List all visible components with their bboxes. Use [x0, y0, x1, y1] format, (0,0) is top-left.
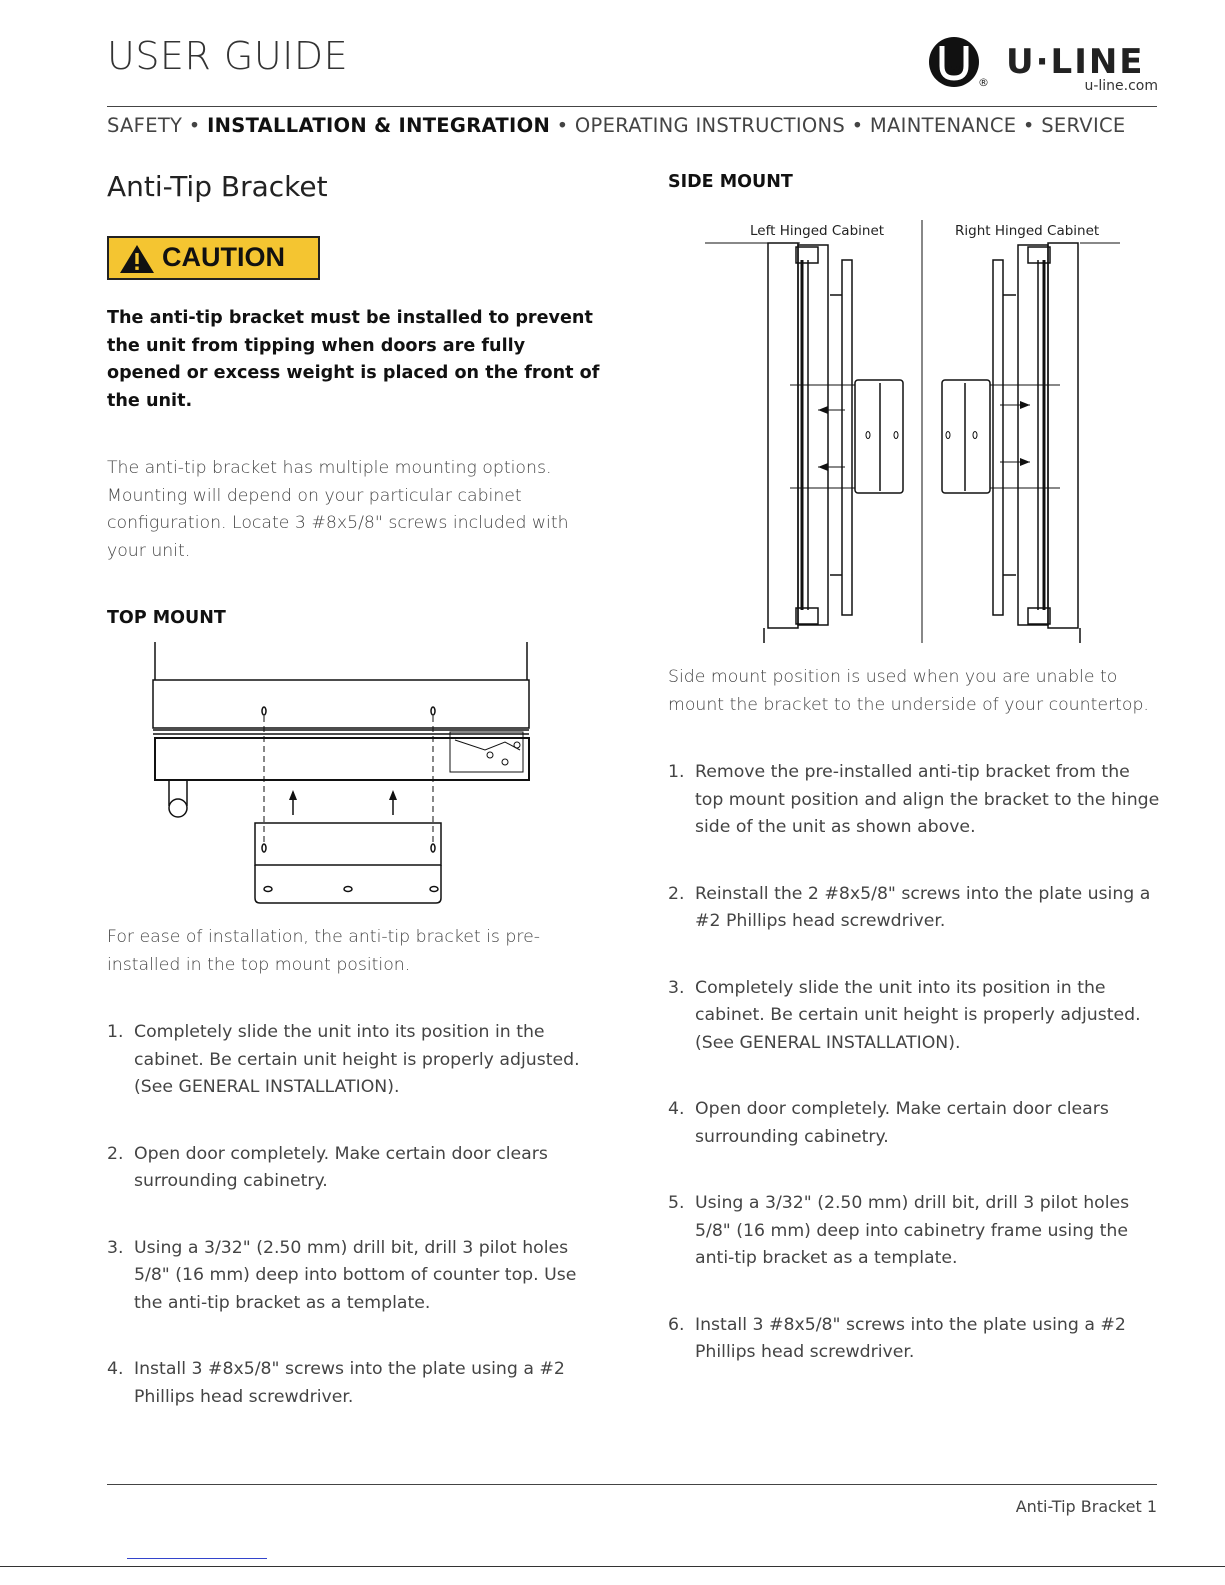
section-title: Anti-Tip Bracket	[107, 170, 328, 203]
top-mount-steps	[107, 1019, 602, 1450]
list-item: 4. Install 3 #8x5/8" screws into the plate using a #2 Phillips head screwdriver.	[107, 1359, 565, 1407]
list-item: 1. Completely slide the unit into its position in the cabinet. Be certain unit height is properly adjusted. (See GENERAL INSTALLATION).	[107, 1022, 580, 1097]
left-hinged-label: Left Hinged Cabinet	[750, 223, 885, 239]
caution-badge	[107, 236, 320, 280]
list-item: 6. Install 3 #8x5/8" screws into the plate using a #2 Phillips head screwdriver.	[668, 1314, 1126, 1362]
top-mount-diagram	[145, 640, 545, 910]
list-item: 2. Open door completely. Make certain door clears surrounding cabinetry.	[107, 1143, 548, 1191]
nav-item-operating[interactable]: OPERATING INSTRUCTIONS	[574, 114, 846, 137]
list-item: 1. Remove the pre-installed anti-tip bracket from the top mount position and align the bracket to the hinge side of the unit as shown above.	[668, 762, 1160, 837]
nav-item-maintenance[interactable]: MAINTENANCE	[869, 114, 1017, 137]
side-mount-description: Side mount position is used when you are unable to mount the bracket to the underside of your countertop.	[668, 667, 1149, 715]
page-bottom-rule	[0, 1566, 1225, 1567]
nav-separator: •	[1022, 114, 1035, 137]
footer-divider	[107, 1484, 1157, 1485]
list-item: 3. Using a 3/32" (2.50 mm) drill bit, drill 3 pilot holes 5/8" (16 mm) deep into bottom of counter top. Use the anti-tip bracket as a template.	[107, 1237, 577, 1313]
warning-text: The anti-tip bracket must be installed to prevent the unit from tipping when doors are fully opened or excess weight is placed on the front of the unit.	[107, 308, 600, 411]
top-mount-heading: TOP MOUNT	[107, 608, 226, 628]
nav-separator: •	[851, 114, 864, 137]
page-footer-label: Anti-Tip Bracket 1	[1015, 1497, 1157, 1516]
side-mount-steps	[668, 759, 1163, 1406]
intro-paragraph: The anti-tip bracket has multiple mounting options. Mounting will depend on your particular cabinet configuration. Locate 3 #8x5/8" screws included with your unit.	[107, 458, 569, 561]
header-divider	[107, 106, 1157, 107]
nav-separator: •	[188, 114, 201, 137]
caution-label: CAUTION	[162, 242, 285, 272]
nav-separator: •	[556, 114, 569, 137]
list-item: 3. Completely slide the unit into its position in the cabinet. Be certain unit height is properly adjusted. (See GENERAL INSTALLATION).	[668, 977, 1141, 1053]
top-mount-description: For ease of installation, the anti-tip bracket is pre-installed in the top mount position.	[107, 927, 540, 975]
guide-title: USER GUIDE	[107, 34, 349, 78]
list-item: 5. Using a 3/32" (2.50 mm) drill bit, drill 3 pilot holes 5/8" (16 mm) deep into cabinetry frame using the anti-tip bracket as a template.	[668, 1193, 1130, 1268]
section-nav	[107, 114, 1157, 137]
list-item: 4. Open door completely. Make certain door clears surrounding cabinetry.	[668, 1099, 1109, 1147]
side-mount-diagram	[700, 215, 1130, 645]
registered-mark: ®	[978, 76, 989, 89]
right-hinged-label: Right Hinged Cabinet	[955, 223, 1100, 239]
nav-item-service[interactable]: SERVICE	[1041, 114, 1126, 137]
nav-item-safety[interactable]: SAFETY	[107, 114, 183, 137]
logo-wordmark: U·LINE	[1006, 42, 1145, 82]
nav-item-installation[interactable]: INSTALLATION & INTEGRATION	[207, 114, 551, 137]
list-item: 2. Reinstall the 2 #8x5/8" screws into the plate using a #2 Phillips head screwdriver.	[668, 883, 1151, 931]
warning-triangle-icon	[119, 244, 155, 274]
website-link[interactable]: u-line.com	[1084, 78, 1158, 94]
side-mount-heading: SIDE MOUNT	[668, 172, 793, 192]
brand-logo	[928, 36, 1168, 100]
link-underline	[127, 1558, 267, 1559]
